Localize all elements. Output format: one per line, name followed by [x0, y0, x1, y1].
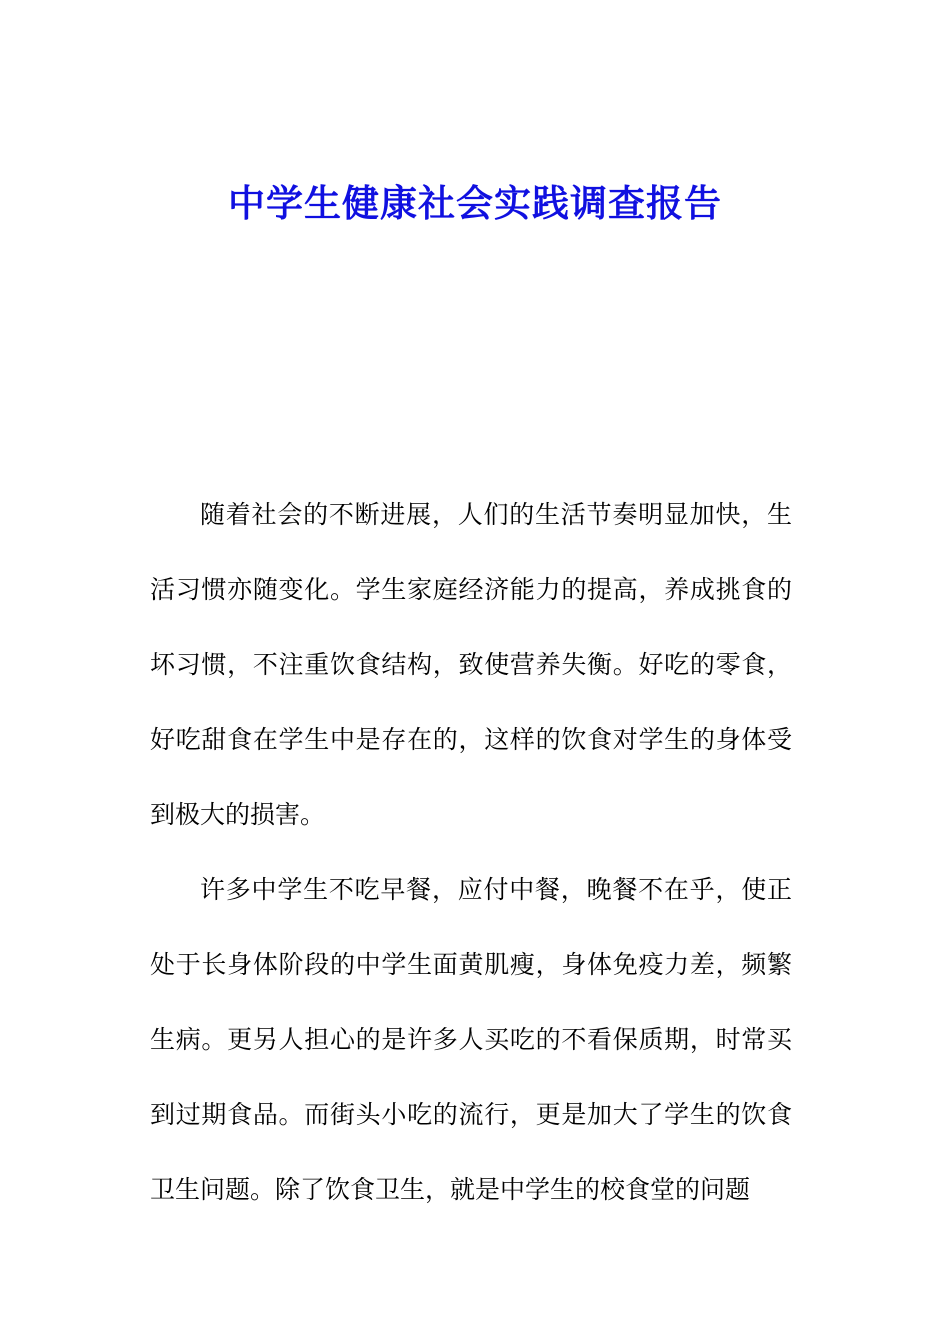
paragraph-1: 随着社会的不断进展，人们的生活节奏明显加快，生活习惯亦随变化。学生家庭经济能力的提高，养成挑食的坏习惯，不注重饮食结构，致使营养失衡。好吃的零食，好吃甜食在学生中是存在的，这样的饮食对学生的身体受到极大的损害。	[150, 500, 792, 829]
paragraph-2: 许多中学生不吃早餐，应付中餐，晚餐不在乎，使正处于长身体阶段的中学生面黄肌瘦，身体免疫力差，频繁生病。更另人担心的是许多人买吃的不看保质期，时常买到过期食品。而街头小吃的流行，更是加大了学生的饮食卫生问题。除了饮食卫生，就是中学生的校食堂的问题	[150, 875, 792, 1204]
document-body	[150, 477, 792, 1227]
document-title: 中学生健康社会实践调查报告	[228, 181, 722, 225]
